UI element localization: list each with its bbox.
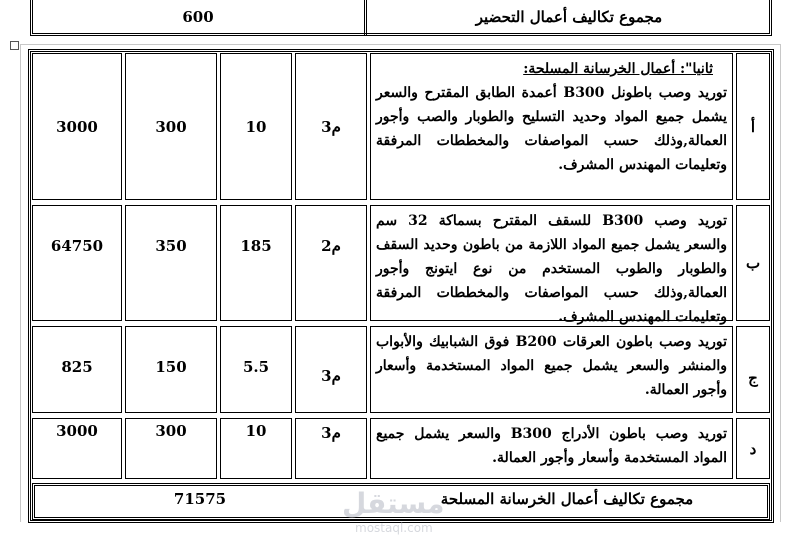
row-d-unit: م3 [321,424,341,442]
top-summary-divider [364,0,367,36]
row-d-unit-price: 300 [155,422,187,440]
page-margin-right [780,44,781,522]
section-title: ثانيا": أعمال الخرسانة المسلحة: [523,61,713,77]
row-c-unit: م3 [321,367,341,385]
row-a-total: 3000 [56,117,98,136]
row-d-description: توريد وصب باطون الأدراج B300 والسعر يشمل جميع المواد المستخدمة وأسعار وأجور العمالة. [376,426,728,466]
row-d-total: 3000 [56,422,98,440]
watermark-url: mostaql.com [355,521,433,535]
row-a-unit-price: 300 [155,117,187,136]
table-outline-top [20,44,780,45]
row-d-letter: د [749,439,757,458]
row-c-description: توريد وصب باطون العرقات B200 فوق الشبابيك والأبواب والمنشر والسعر يشمل جميع المواد المستخدمة وأسعار وأجور العمالة. [376,334,727,398]
row-d-quantity: 10 [245,422,267,440]
row-c-unit-price: 150 [155,358,187,376]
table-anchor-handle[interactable] [10,41,19,50]
bottom-summary-label: مجموع تكاليف أعمال الخرسانة المسلحة [440,490,694,508]
row-b-quantity: 185 [240,237,272,255]
row-c-total: 825 [61,358,93,376]
row-a-unit: م3 [321,117,341,136]
watermark-logo: مستقل [342,487,445,520]
row-b-total: 64750 [50,237,104,255]
row-b-unit: م2 [321,237,341,255]
row-a-letter: أ [750,117,756,136]
row-b-description: توريد وصب B300 للسقف المقترح بسماكة 32 سم والسعر يشمل جميع المواد اللازمة من باطون وحديد السقف والطوبار والطوب المستخدم من نوع ايتونج وأجور العمالة,وذلك حسب المواصفات والمخططات المرفقة وتعليمات المهندس المشرف. [376,213,728,325]
row-b-unit-price: 350 [155,237,187,255]
table-outline-left [20,44,21,522]
row-c-letter: ج [748,369,758,387]
row-c-quantity: 5.5 [242,358,270,376]
top-summary-label: مجموع تكاليف أعمال التحضير [475,8,663,26]
top-summary-value: 600 [182,8,214,26]
row-a-description: ثانيا": أعمال الخرسانة المسلحة: توريد وصب باطونل B300 أعمدة الطابق المقترح والسعر يشمل جميع المواد وحديد التسليح والطوبار والصب وأجور العمالة,وذلك حسب المواصفات والمخططات المرفقة وتعليمات المهندس المشرف. [370,53,733,200]
row-a-quantity: 10 [245,117,267,136]
bottom-summary-value: 71575 [173,490,227,508]
row-b-letter: ب [745,254,761,272]
